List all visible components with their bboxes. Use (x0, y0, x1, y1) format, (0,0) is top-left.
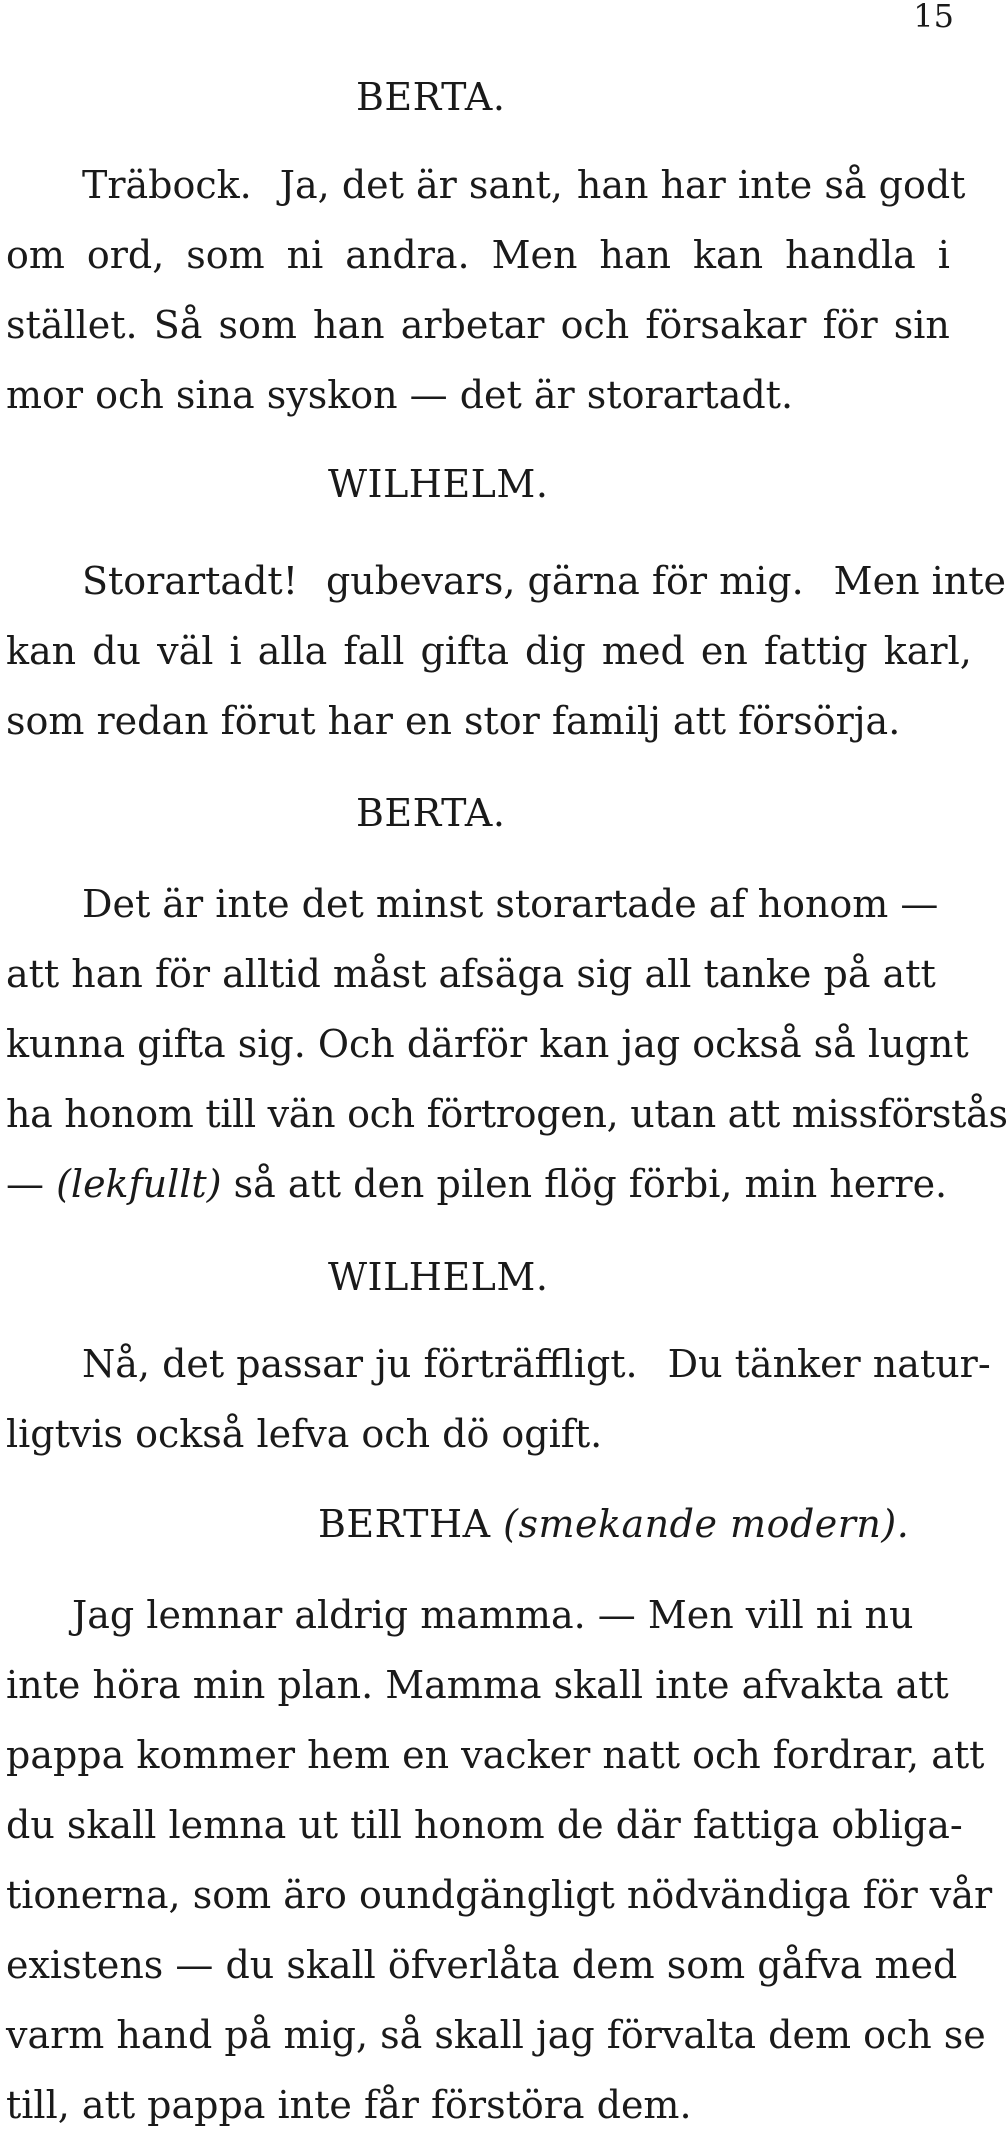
dialogue-line: Nå, det passar ju förträffligt. Du tänker natur- (82, 1342, 991, 1386)
speaker-name: WILHELM. (328, 462, 549, 506)
dialogue-line: ligtvis också lefva och dö ogift. (6, 1412, 603, 1456)
dialogue-line: pappa kommer hem en vacker natt och fordrar, att (6, 1733, 985, 1777)
dialogue-line: som redan förut har en stor familj att försörja. (6, 699, 901, 743)
dialogue-line: — (lekfullt) så att den pilen flög förbi, min herre. (6, 1162, 948, 1206)
speaker-name: BERTA. (356, 75, 506, 119)
dialogue-line: stället. Så som han arbetar och försakar för sin (6, 303, 950, 347)
dialogue-line: om ord, som ni andra. Men han kan handla i (6, 233, 950, 277)
dialogue-line: Träbock. Ja, det är sant, han har inte så godt (82, 163, 966, 207)
dialogue-line: Storartadt! gubevars, gärna för mig. Men inte (82, 559, 1007, 603)
dialogue-line: att han för alltid måst afsäga sig all tanke på att (6, 952, 936, 996)
dialogue-line: till, att pappa inte får förstöra dem. (6, 2083, 692, 2127)
dialogue-line: varm hand på mig, så skall jag förvalta dem och se (6, 2013, 986, 2057)
stage-direction: (smekande modern). (503, 1502, 910, 1546)
dialogue-line: kunna gifta sig. Och därför kan jag också så lugnt (6, 1022, 969, 1066)
dialogue-line: du skall lemna ut till honom de där fattiga obliga- (6, 1803, 963, 1847)
dialogue-line: ha honom till vän och förtrogen, utan att missförstås (6, 1092, 1008, 1136)
stage-direction: (lekfullt) (56, 1162, 222, 1206)
dialogue-line: kan du väl i alla fall gifta dig med en fattig karl, (6, 629, 972, 673)
dialogue-line: Det är inte det minst storartade af honom — (82, 882, 939, 926)
dialogue-line: mor och sina syskon — det är storartadt. (6, 373, 794, 417)
speaker-name: WILHELM. (328, 1255, 549, 1299)
dialogue-line: tionerna, som äro oundgängligt nödvändiga för vår (6, 1873, 993, 1917)
dialogue-line: Jag lemnar aldrig mamma. — Men vill ni nu (72, 1593, 914, 1637)
dialogue-line: inte höra min plan. Mamma skall inte afvakta att (6, 1663, 949, 1707)
speaker-name: BERTA. (356, 791, 506, 835)
speaker-name: BERTHA (smekande modern). (318, 1502, 910, 1546)
page-number: 15 (913, 0, 954, 35)
dialogue-line: existens — du skall öfverlåta dem som gåfva med (6, 1943, 958, 1987)
